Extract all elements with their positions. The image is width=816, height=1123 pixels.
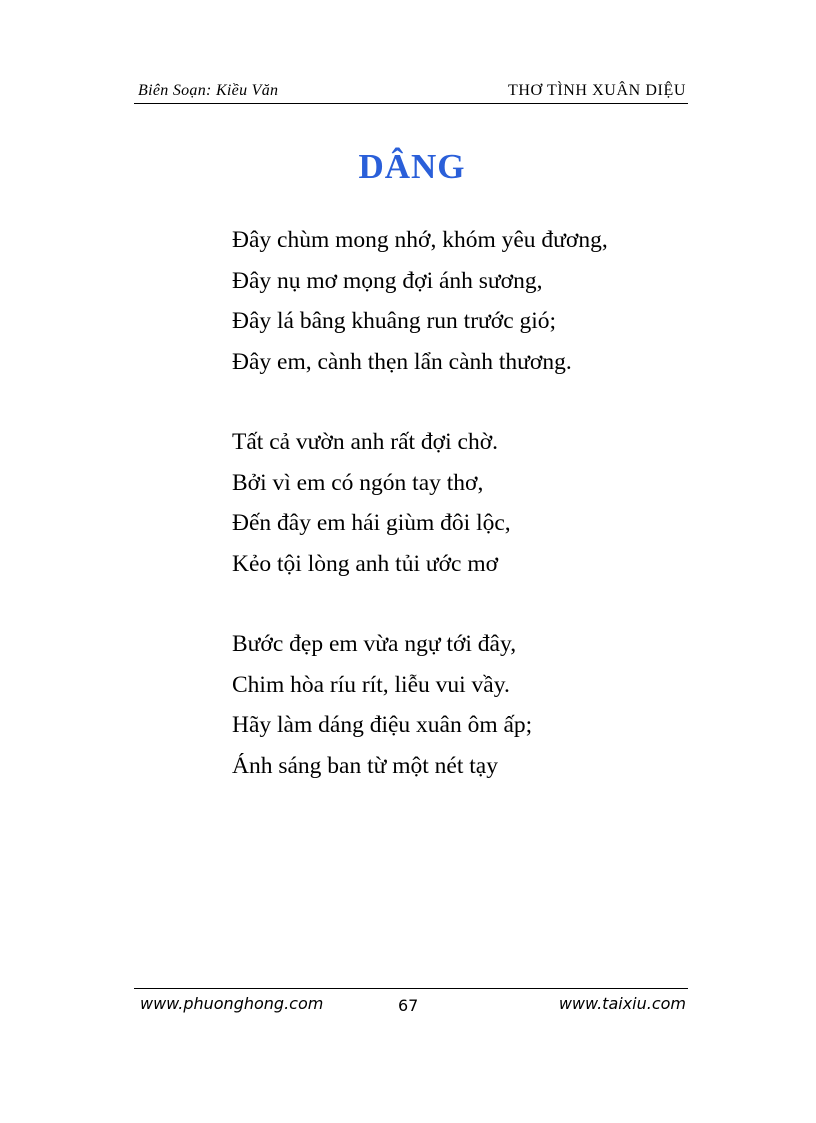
stanza-3: [232, 624, 732, 786]
poem-line: Kẻo tội lòng anh tủi ước mơ: [232, 550, 499, 577]
poem-body: [232, 220, 732, 826]
stanza-1: [232, 220, 732, 382]
poem-title-text: DÂNG: [358, 147, 466, 186]
poem-line: Chim hòa ríu rít, liễu vui vầy.: [232, 671, 510, 698]
stanza-2: [232, 422, 732, 584]
poem-line: Đây chùm mong nhớ, khóm yêu đương,: [232, 227, 608, 253]
footer-website-left: www.phuonghong.com: [140, 994, 324, 1013]
poem-line: Tất cả vườn anh rất đợi chờ.: [232, 429, 498, 455]
page-number: 67: [398, 996, 419, 1015]
poem-line: Đây nụ mơ mọng đợi ánh sương,: [232, 267, 543, 294]
page-header: [134, 78, 688, 104]
poem-line: Đến đây em hái giùm đôi lộc,: [232, 510, 511, 536]
poem-line: Bước đẹp em vừa ngự tới đây,: [232, 631, 517, 657]
poem-line: Hãy làm dáng điệu xuân ôm ấp;: [232, 712, 533, 738]
page-footer: [134, 988, 688, 1021]
header-author: Biên Soạn: Kiều Văn: [138, 82, 279, 99]
footer-website-right: www.taixiu.com: [558, 994, 686, 1013]
poem-line: Đây em, cành thẹn lẩn cành thương.: [232, 348, 572, 375]
poem-line: Ánh sáng ban từ một nét tạy: [232, 752, 498, 779]
poem-line: Bởi vì em có ngón tay thơ,: [232, 469, 484, 496]
header-book-title: THƠ TÌNH XUÂN DIỆU: [507, 82, 686, 99]
poem-line: Đây lá bâng khuâng run trước gió;: [232, 308, 557, 334]
poem-title: [0, 147, 816, 187]
